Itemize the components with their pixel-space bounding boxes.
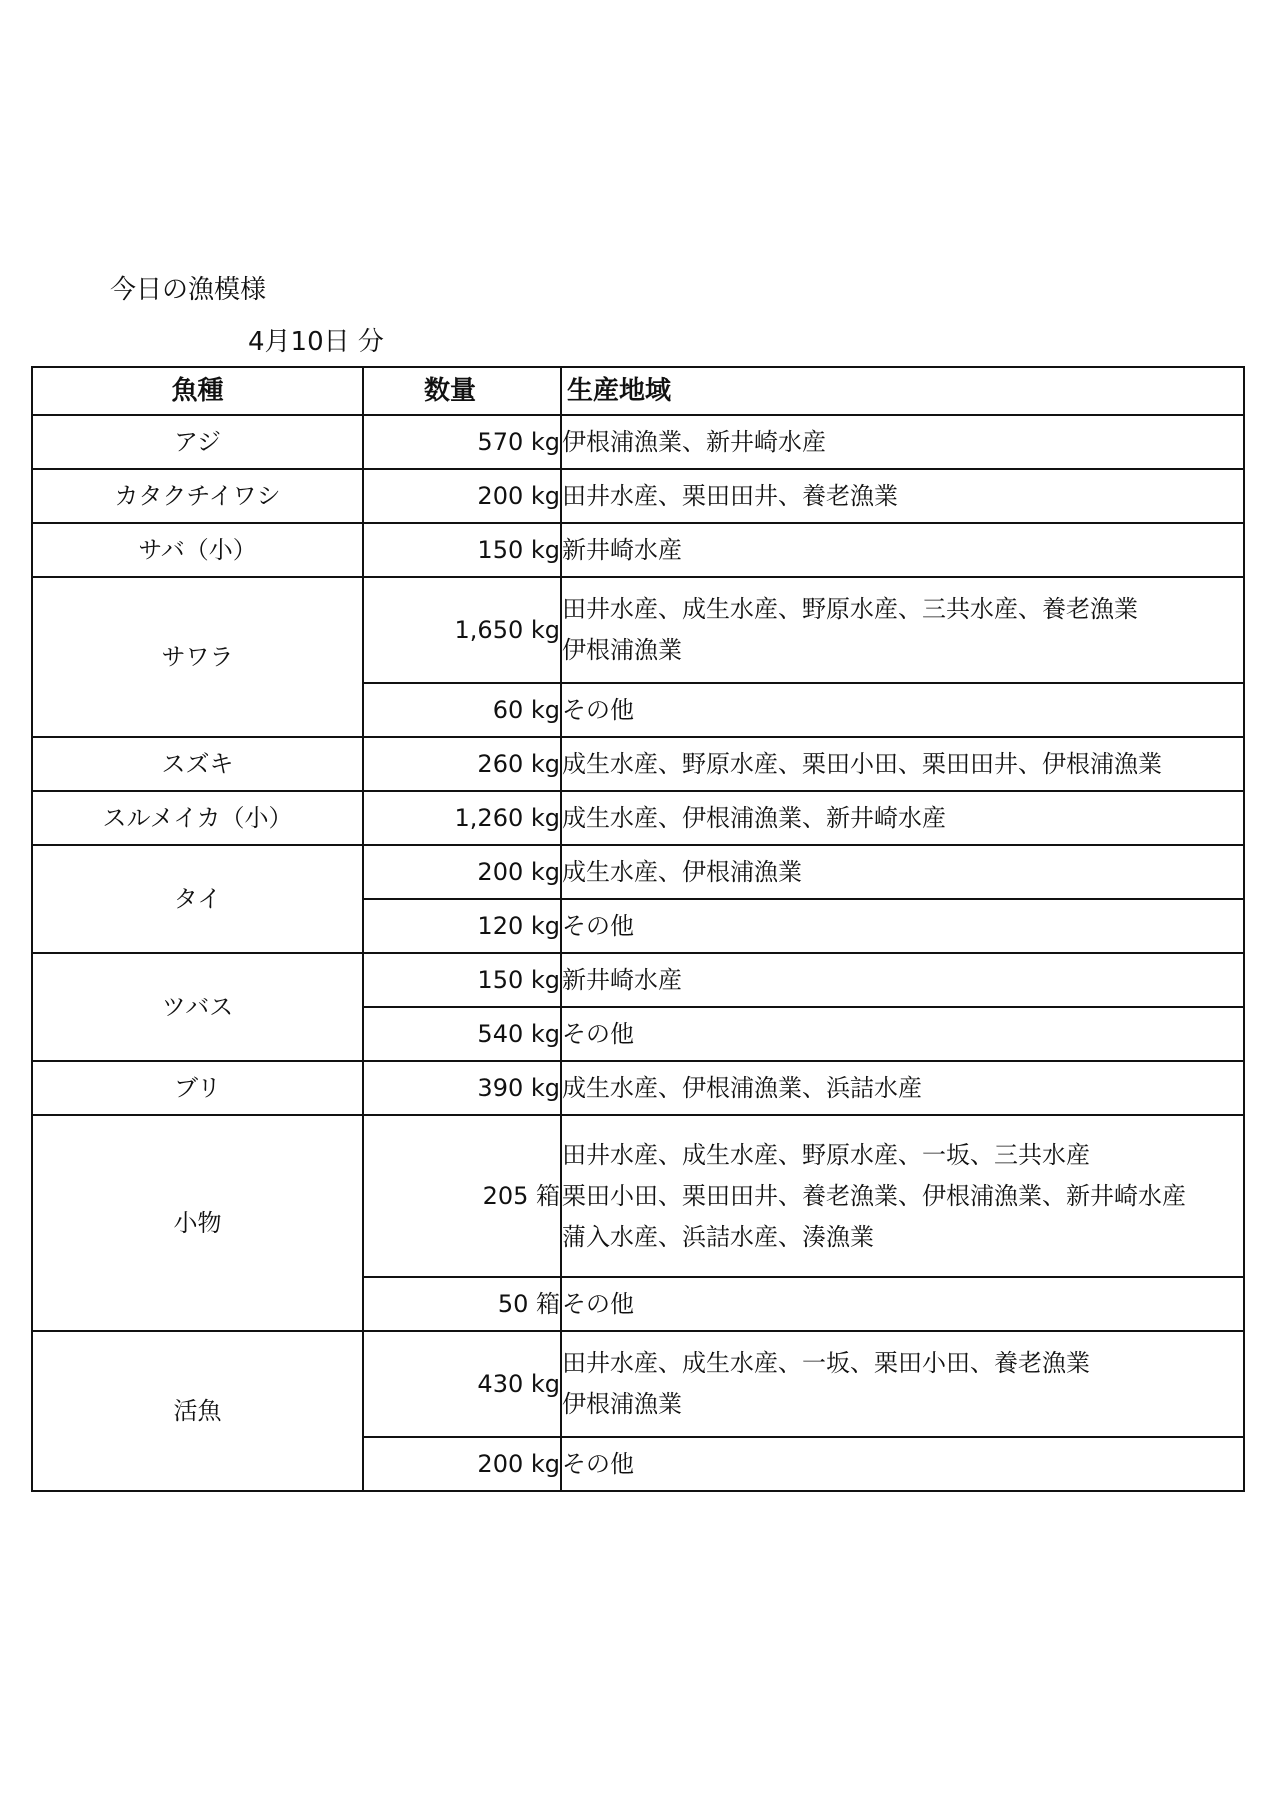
region-cell bbox=[561, 1437, 1244, 1491]
region-line: 伊根浦漁業 bbox=[562, 1390, 682, 1418]
fish-cell: 小物 bbox=[32, 1115, 363, 1331]
region-cell bbox=[561, 1115, 1244, 1277]
region-cell bbox=[561, 523, 1244, 577]
table-row bbox=[32, 415, 1244, 469]
fish-cell: サワラ bbox=[32, 577, 363, 737]
quantity-cell: 570 kg bbox=[363, 415, 561, 469]
fish-cell: アジ bbox=[32, 415, 363, 469]
region-cell bbox=[561, 845, 1244, 899]
region-cell bbox=[561, 683, 1244, 737]
fish-cell: スルメイカ（小） bbox=[32, 791, 363, 845]
header-quantity: 数量 bbox=[363, 367, 561, 415]
table-row bbox=[32, 845, 1244, 899]
quantity-cell: 50 箱 bbox=[363, 1277, 561, 1331]
table-row bbox=[32, 1115, 1244, 1277]
region-line: 成生水産、伊根浦漁業 bbox=[562, 857, 802, 886]
date-label: 4月10日 分 bbox=[248, 327, 384, 357]
table-header-row bbox=[32, 367, 1244, 415]
quantity-cell: 200 kg bbox=[363, 1437, 561, 1491]
region-cell bbox=[561, 1061, 1244, 1115]
region-line: その他 bbox=[562, 695, 634, 724]
quantity-cell: 430 kg bbox=[363, 1331, 561, 1437]
quantity-cell: 260 kg bbox=[363, 737, 561, 791]
region-line: 成生水産、野原水産、栗田小田、栗田田井、伊根浦漁業 bbox=[562, 749, 1162, 778]
table-row bbox=[32, 577, 1244, 683]
header-region: 生産地域 bbox=[561, 367, 1244, 415]
table-row bbox=[32, 523, 1244, 577]
region-line: 栗田小田、栗田田井、養老漁業、伊根浦漁業、新井崎水産 bbox=[562, 1181, 1186, 1210]
quantity-cell: 540 kg bbox=[363, 1007, 561, 1061]
fish-cell: タイ bbox=[32, 845, 363, 953]
fish-cell: カタクチイワシ bbox=[32, 469, 363, 523]
region-line: 蒲入水産、浜詰水産、湊漁業 bbox=[562, 1222, 874, 1251]
quantity-cell: 200 kg bbox=[363, 845, 561, 899]
region-cell bbox=[561, 577, 1244, 683]
table-row bbox=[32, 791, 1244, 845]
quantity-cell: 200 kg bbox=[363, 469, 561, 523]
quantity-cell: 205 箱 bbox=[363, 1115, 561, 1277]
region-line: 田井水産、栗田田井、養老漁業 bbox=[562, 481, 898, 510]
region-cell bbox=[561, 791, 1244, 845]
fish-cell: ブリ bbox=[32, 1061, 363, 1115]
region-cell bbox=[561, 899, 1244, 953]
region-line: 田井水産、成生水産、野原水産、三共水産、養老漁業 bbox=[562, 595, 1138, 623]
region-line: その他 bbox=[562, 911, 634, 940]
region-line: 田井水産、成生水産、一坂、栗田小田、養老漁業 bbox=[562, 1349, 1090, 1377]
table-row bbox=[32, 469, 1244, 523]
quantity-cell: 1,650 kg bbox=[363, 577, 561, 683]
region-line: その他 bbox=[562, 1289, 634, 1318]
region-cell bbox=[561, 469, 1244, 523]
catch-table bbox=[31, 366, 1245, 1492]
region-cell bbox=[561, 1331, 1244, 1437]
document-title: 今日の漁模様 bbox=[110, 275, 267, 305]
quantity-cell: 120 kg bbox=[363, 899, 561, 953]
fish-cell: ツバス bbox=[32, 953, 363, 1061]
table-row bbox=[32, 953, 1244, 1007]
region-line: 田井水産、成生水産、野原水産、一坂、三共水産 bbox=[562, 1140, 1090, 1169]
table-row bbox=[32, 737, 1244, 791]
header-fish: 魚種 bbox=[32, 367, 363, 415]
fish-cell: サバ（小） bbox=[32, 523, 363, 577]
region-line: その他 bbox=[562, 1019, 634, 1048]
quantity-cell: 60 kg bbox=[363, 683, 561, 737]
table-row bbox=[32, 1061, 1244, 1115]
fish-cell: 活魚 bbox=[32, 1331, 363, 1491]
region-line: 伊根浦漁業 bbox=[562, 636, 682, 664]
quantity-cell: 150 kg bbox=[363, 523, 561, 577]
region-line: 新井崎水産 bbox=[562, 965, 682, 994]
quantity-cell: 390 kg bbox=[363, 1061, 561, 1115]
region-line: 新井崎水産 bbox=[562, 535, 682, 564]
fish-cell: スズキ bbox=[32, 737, 363, 791]
region-cell bbox=[561, 1007, 1244, 1061]
region-cell bbox=[561, 415, 1244, 469]
region-cell bbox=[561, 1277, 1244, 1331]
region-cell bbox=[561, 953, 1244, 1007]
region-cell bbox=[561, 737, 1244, 791]
region-line: 成生水産、伊根浦漁業、浜詰水産 bbox=[562, 1073, 922, 1102]
quantity-cell: 150 kg bbox=[363, 953, 561, 1007]
quantity-cell: 1,260 kg bbox=[363, 791, 561, 845]
region-line: その他 bbox=[562, 1449, 634, 1478]
table-row bbox=[32, 1331, 1244, 1437]
region-line: 成生水産、伊根浦漁業、新井崎水産 bbox=[562, 803, 946, 832]
region-line: 伊根浦漁業、新井崎水産 bbox=[562, 427, 826, 456]
